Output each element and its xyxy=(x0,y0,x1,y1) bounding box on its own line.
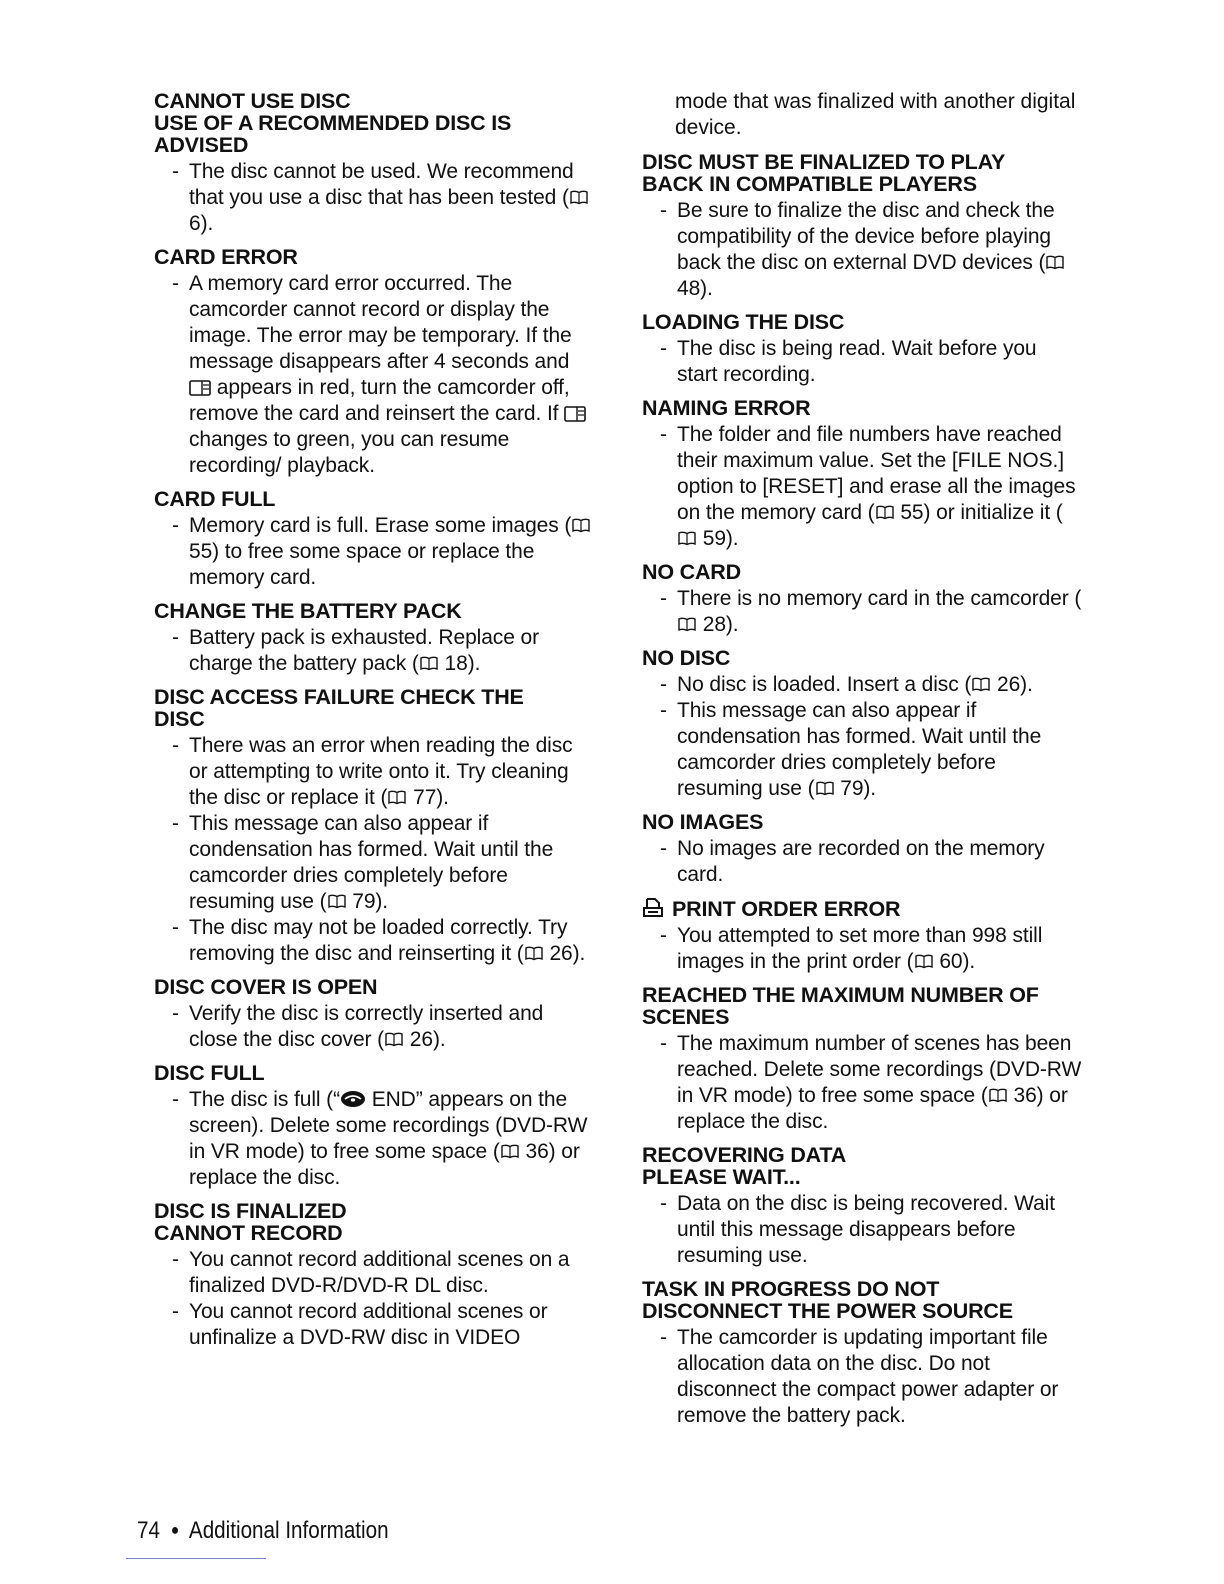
heading-line: ADVISED xyxy=(154,133,249,157)
list-item xyxy=(154,159,594,237)
list-item xyxy=(642,422,1082,552)
page-footer xyxy=(137,1516,389,1546)
book-reference-icon xyxy=(420,656,438,671)
item-text: There is no memory card in the camcorder ( xyxy=(677,587,1082,610)
item-text: 55) to free some space or replace the memory card. xyxy=(189,540,535,589)
list-item xyxy=(154,1001,594,1053)
list-item xyxy=(642,672,1082,698)
heading-line: REACHED THE MAXIMUM NUMBER OF xyxy=(642,983,1039,1007)
list-item: - You cannot record additional scenes on a finalized DVD-R/DVD-R DL disc. xyxy=(154,1247,594,1299)
book-reference-icon xyxy=(570,190,588,205)
footer-bullet: ● xyxy=(170,1522,180,1539)
item-text: This message can also appear if condensation has formed. Wait until the camcorder dries completely before resuming use ( xyxy=(677,699,1042,800)
list-item: - Data on the disc is being recovered. Wait until this message disappears before resuming use. xyxy=(642,1191,1082,1269)
list-item xyxy=(642,1031,1082,1135)
list-item: - No images are recorded on the memory card. xyxy=(642,836,1082,888)
disc-end-icon xyxy=(340,1090,366,1108)
page-reference: 77). xyxy=(413,786,449,809)
entry-heading: DISC FULL xyxy=(154,1061,265,1085)
entry-cannot-use-disc xyxy=(154,90,594,237)
entry-heading: NAMING ERROR xyxy=(642,396,811,420)
book-reference-icon xyxy=(501,1144,519,1159)
item-text: Battery pack is exhausted. Replace or charge the battery pack ( xyxy=(189,626,539,675)
list-item: - The disc is being read. Wait before you start recording. xyxy=(642,336,1082,388)
entry-heading xyxy=(642,897,1082,920)
entry-items xyxy=(642,923,1082,975)
entry-recovering-data xyxy=(642,1144,1082,1269)
entry-naming-error xyxy=(642,397,1082,552)
item-text: You attempted to set more than 998 still images in the print order ( xyxy=(677,924,1043,973)
item-text: Be sure to finalize the disc and check the compatibility of the device before playing back the disc on external DVD devices ( xyxy=(677,199,1055,274)
entry-heading xyxy=(642,151,1082,195)
heading-line: DISC xyxy=(154,707,205,731)
item-text: There was an error when reading the disc or attempting to write onto it. Try cleaning the disc or replace it ( xyxy=(189,734,573,809)
list-item xyxy=(154,1087,594,1191)
page-reference: 79). xyxy=(840,777,877,800)
item-text: The disc is full (“ xyxy=(189,1088,340,1111)
page-reference: 6). xyxy=(189,212,214,235)
entry-items xyxy=(642,1325,1082,1429)
heading-line: DISCONNECT THE POWER SOURCE xyxy=(642,1299,1013,1323)
list-item: - The camcorder is updating important file allocation data on the disc. Do not disconnect the compact power adapter or remove the battery pack. xyxy=(642,1325,1082,1429)
entry-items xyxy=(154,1001,594,1053)
entry-items xyxy=(642,422,1082,552)
entry-items xyxy=(642,672,1082,802)
item-text: A memory card error occurred. The camcorder cannot record or display the image. The error may be temporary. If the message disappears after 4 seconds and xyxy=(189,272,572,373)
entry-card-full xyxy=(154,488,594,591)
page-reference: 26). xyxy=(409,1028,446,1051)
item-text: Verify the disc is correctly inserted and close the disc cover ( xyxy=(189,1002,544,1051)
entry-heading: NO DISC xyxy=(642,646,731,670)
entry-disc-finalized xyxy=(154,1200,594,1351)
entry-items xyxy=(642,336,1082,388)
heading-line: DISC MUST BE FINALIZED TO PLAY xyxy=(642,150,1006,174)
list-item xyxy=(154,733,594,811)
heading-line: PLEASE WAIT... xyxy=(642,1165,801,1189)
heading-line: TASK IN PROGRESS DO NOT xyxy=(642,1277,940,1301)
heading-line: SCENES xyxy=(642,1005,730,1029)
memory-card-icon xyxy=(564,406,586,422)
footer-rule xyxy=(126,1558,266,1559)
list-item xyxy=(154,915,594,967)
entry-items xyxy=(642,1191,1082,1269)
entry-print-order-error xyxy=(642,897,1082,975)
book-reference-icon xyxy=(385,1032,403,1047)
entry-heading: CHANGE THE BATTERY PACK xyxy=(154,599,462,623)
entry-no-disc xyxy=(642,647,1082,802)
list-item xyxy=(154,625,594,677)
book-reference-icon xyxy=(572,518,590,533)
entry-heading xyxy=(642,984,1082,1028)
entry-heading xyxy=(154,1200,594,1244)
page-reference: 28). xyxy=(702,613,739,636)
entry-disc-access-failure xyxy=(154,686,594,967)
entry-items xyxy=(642,586,1082,638)
entry-max-scenes xyxy=(642,984,1082,1135)
entry-heading: CARD ERROR xyxy=(154,245,298,269)
entry-heading: CARD FULL xyxy=(154,487,276,511)
entry-change-battery xyxy=(154,600,594,677)
book-reference-icon xyxy=(328,894,346,909)
heading-line: BACK IN COMPATIBLE PLAYERS xyxy=(642,172,977,196)
book-reference-icon xyxy=(972,677,990,692)
entry-card-error xyxy=(154,246,594,479)
entry-items xyxy=(154,1087,594,1191)
item-text: appears in red, turn the camcorder off, remove the card and reinsert the card. If xyxy=(189,376,570,425)
item-text: 55) or initialize it ( xyxy=(900,501,1063,524)
book-reference-icon xyxy=(876,505,894,520)
item-text: No disc is loaded. Insert a disc ( xyxy=(677,673,972,696)
list-item xyxy=(642,586,1082,638)
page-reference: 79). xyxy=(352,890,389,913)
book-reference-icon xyxy=(678,617,696,632)
page-reference: 26). xyxy=(549,942,586,965)
list-item xyxy=(642,923,1082,975)
book-reference-icon xyxy=(388,790,406,805)
entry-items xyxy=(154,271,594,479)
item-text: The folder and file numbers have reached their maximum value. Set the [FILE NOS.] option to [RESET] and erase all the images on the memory card ( xyxy=(677,423,1076,524)
page-reference: 60). xyxy=(939,950,976,973)
book-reference-icon xyxy=(525,946,543,961)
book-reference-icon xyxy=(1046,255,1064,270)
book-reference-icon xyxy=(678,531,696,546)
book-reference-icon xyxy=(816,781,834,796)
entry-loading-disc xyxy=(642,311,1082,388)
list-item xyxy=(154,513,594,591)
item-text: 36) or replace the disc. xyxy=(677,1084,1068,1133)
entry-items xyxy=(154,1247,594,1351)
entry-heading: NO CARD xyxy=(642,560,741,584)
page-number: 74 xyxy=(137,1517,160,1544)
entry-items xyxy=(154,625,594,677)
item-text: The disc may not be loaded correctly. Try removing the disc and reinserting it ( xyxy=(189,916,568,965)
entry-heading: LOADING THE DISC xyxy=(642,310,845,334)
list-item xyxy=(642,698,1082,802)
list-item xyxy=(154,811,594,915)
list-item xyxy=(154,271,594,479)
entry-items xyxy=(642,198,1082,302)
book-reference-icon xyxy=(915,954,933,969)
item-text: The maximum number of scenes has been reached. Delete some recordings (DVD-RW in VR mode) to free some space ( xyxy=(677,1032,1082,1107)
entry-heading xyxy=(154,90,594,156)
heading-line: CANNOT RECORD xyxy=(154,1221,343,1245)
item-text: END” appears on the screen). Delete some recordings (DVD-RW in VR mode) to free some space ( xyxy=(189,1088,588,1163)
entry-items xyxy=(642,1031,1082,1135)
print-order-icon xyxy=(642,897,664,919)
memory-card-icon xyxy=(189,380,211,396)
heading-line: RECOVERING DATA xyxy=(642,1143,847,1167)
book-reference-icon xyxy=(989,1088,1007,1103)
entry-heading xyxy=(154,686,594,730)
item-text: changes to green, you can resume recording/ playback. xyxy=(189,428,510,477)
entry-no-card xyxy=(642,561,1082,638)
page-reference: 26). xyxy=(996,673,1033,696)
entry-heading: DISC COVER IS OPEN xyxy=(154,975,378,999)
entry-items xyxy=(154,733,594,967)
heading-line: USE OF A RECOMMENDED DISC IS xyxy=(154,111,512,135)
entry-no-images xyxy=(642,811,1082,888)
item-text: 36) or replace the disc. xyxy=(189,1140,580,1189)
item-text: This message can also appear if condensation has formed. Wait until the camcorder dries completely before resuming use ( xyxy=(189,812,554,913)
continued-text: mode that was finalized with another digital device. xyxy=(675,90,1076,139)
entry-must-finalize xyxy=(642,151,1082,302)
page-reference: 48). xyxy=(677,277,713,300)
entry-items xyxy=(154,159,594,237)
entry-items xyxy=(642,836,1082,888)
entry-heading xyxy=(642,1144,1082,1188)
entry-disc-cover-open xyxy=(154,976,594,1053)
heading-line: CANNOT USE DISC xyxy=(154,89,351,113)
page-reference: 18). xyxy=(444,652,481,675)
entry-disc-full xyxy=(154,1062,594,1191)
page-reference: 59). xyxy=(702,527,739,550)
entry-task-in-progress xyxy=(642,1278,1082,1429)
item-text: The disc cannot be used. We recommend that you use a disc that has been tested ( xyxy=(189,160,574,209)
section-title: Additional Information xyxy=(188,1517,389,1544)
heading-line: DISC ACCESS FAILURE CHECK THE xyxy=(154,685,524,709)
list-item xyxy=(642,198,1082,302)
item-text: Memory card is full. Erase some images ( xyxy=(189,514,572,537)
entry-items xyxy=(154,513,594,591)
right-column xyxy=(642,89,1082,1438)
entry-heading: NO IMAGES xyxy=(642,810,764,834)
list-item: - You cannot record additional scenes or unfinalize a DVD-RW disc in VIDEO xyxy=(154,1299,594,1351)
heading-text: PRINT ORDER ERROR xyxy=(672,897,901,921)
left-column xyxy=(154,90,594,1360)
heading-line: DISC IS FINALIZED xyxy=(154,1199,347,1223)
entry-heading xyxy=(642,1278,1082,1322)
